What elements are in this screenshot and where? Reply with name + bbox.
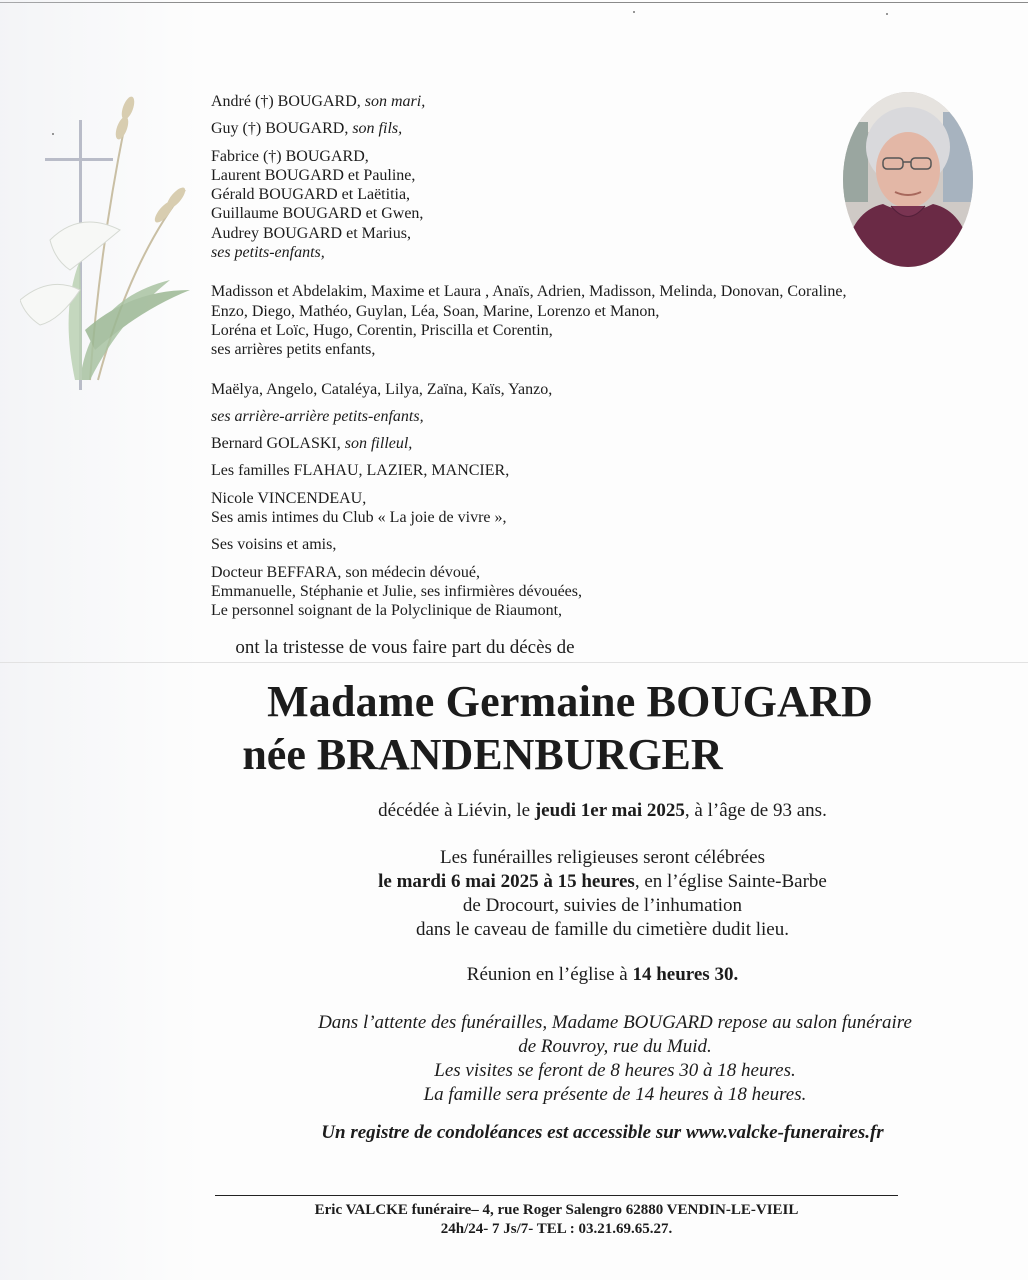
funeral-home-details: Dans l’attente des funérailles, Madame BOUGARD repose au salon funéraire de Rouvroy, rue du Muid. Les visites se feront de 8 heures 30 à 18 heures. La famille sera présente de 14 heures à 18 heures. xyxy=(318,1012,912,1105)
grandchild-line: Guillaume BOUGARD et Gwen, xyxy=(211,205,424,223)
funeral-director-footer xyxy=(215,1201,898,1239)
godson-line: Bernard GOLASKI, son filleul, xyxy=(211,435,413,453)
doctor-line: Docteur BEFFARA, son médecin dévoué, xyxy=(211,563,480,581)
great-great-grandchildren-block xyxy=(211,380,971,427)
club-line: Ses amis intimes du Club « La joie de vivre », xyxy=(211,509,507,527)
neighbours-line: Ses voisins et amis, xyxy=(211,536,337,554)
great-grandchildren-block xyxy=(211,282,971,359)
grandchild-line: Audrey BOUGARD et Marius, xyxy=(211,224,411,242)
spouse-line: André (†) BOUGARD, son mari, xyxy=(211,93,426,110)
deceased-name: Madame Germaine BOUGARD xyxy=(267,677,873,726)
funeral-details: Les funérailles religieuses seront célébrées le mardi 6 mai 2025 à 15 heures, en l’église Sainte-Barbe de Drocourt, suivies de l’inhumation dans le caveau de famille du cimetière dudit lieu. xyxy=(378,847,827,940)
son-line: Guy (†) BOUGARD, son fils, xyxy=(211,120,403,138)
scan-speck xyxy=(52,133,54,135)
great-great-grandchildren-label: ses arrière-arrière petits-enfants, xyxy=(211,407,424,425)
footer-phone: 24h/24- 7 Js/7- TEL : 03.21.69.65.27. xyxy=(440,1221,673,1237)
great-grandchild-line: Madisson et Abdelakim, Maxime et Laura , Anaïs, Adrien, Madisson, Melinda, Donovan, Coraline, xyxy=(211,283,847,301)
staff-line: Le personnel soignant de la Polyclinique de Riaumont, xyxy=(211,602,563,620)
grandchild-line: Fabrice (†) BOUGARD, xyxy=(211,147,369,165)
portrait-figure-icon xyxy=(843,92,973,267)
great-grandchildren-label: ses arrières petits enfants, xyxy=(211,341,376,359)
footer-address: Eric VALCKE funéraire– 4, rue Roger Salengro 62880 VENDIN-LE-VIEIL xyxy=(314,1202,799,1218)
announcement-intro: ont la tristesse de vous faire part du décès de xyxy=(235,637,575,658)
friend-line: Nicole VINCENDEAU, xyxy=(211,489,367,507)
great-grandchild-line: Loréna et Loïc, Hugo, Corentin, Priscilla et Corentin, xyxy=(211,321,553,339)
lily-leaf-icon xyxy=(69,260,190,380)
scan-fold-line xyxy=(0,662,1028,663)
death-date: jeudi 1er mai 2025 xyxy=(534,800,685,821)
cross-and-lily-decoration xyxy=(20,80,210,410)
portrait-photo xyxy=(843,92,973,267)
meeting-time: 14 heures 30. xyxy=(632,964,739,985)
footer-divider xyxy=(215,1195,898,1196)
grandchild-line: Laurent BOUGARD et Pauline, xyxy=(211,166,416,184)
grandchildren-label: ses petits-enfants, xyxy=(211,244,325,262)
church-meeting: Réunion en l’église à 14 heures 30. xyxy=(466,964,739,985)
nurses-line: Emmanuelle, Stéphanie et Julie, ses infirmières dévouées, xyxy=(211,582,582,600)
funeral-date: le mardi 6 mai 2025 à 15 heures xyxy=(378,871,635,892)
condolence-register: Un registre de condoléances est accessible sur www.valcke-funeraires.fr xyxy=(321,1122,884,1143)
maiden-name: née BRANDENBURGER xyxy=(242,730,723,779)
death-notice: décédée à Liévin, le jeudi 1er mai 2025, à l’âge de 93 ans. xyxy=(378,800,827,821)
grandchild-line: Gérald BOUGARD et Laëtitia, xyxy=(211,186,411,204)
great-grandchild-line: Enzo, Diego, Mathéo, Guylan, Léa, Soan, Marine, Lorenzo et Manon, xyxy=(211,302,660,320)
scan-speck xyxy=(886,13,888,15)
families-line: Les familles FLAHAU, LAZIER, MANCIER, xyxy=(211,462,510,480)
scan-speck xyxy=(633,11,635,13)
condolence-website-link[interactable]: www.valcke-funeraires.fr xyxy=(685,1122,884,1143)
great-great-grandchildren-line: Maëlya, Angelo, Cataléya, Lilya, Zaïna, Kaïs, Yanzo, xyxy=(211,380,553,398)
